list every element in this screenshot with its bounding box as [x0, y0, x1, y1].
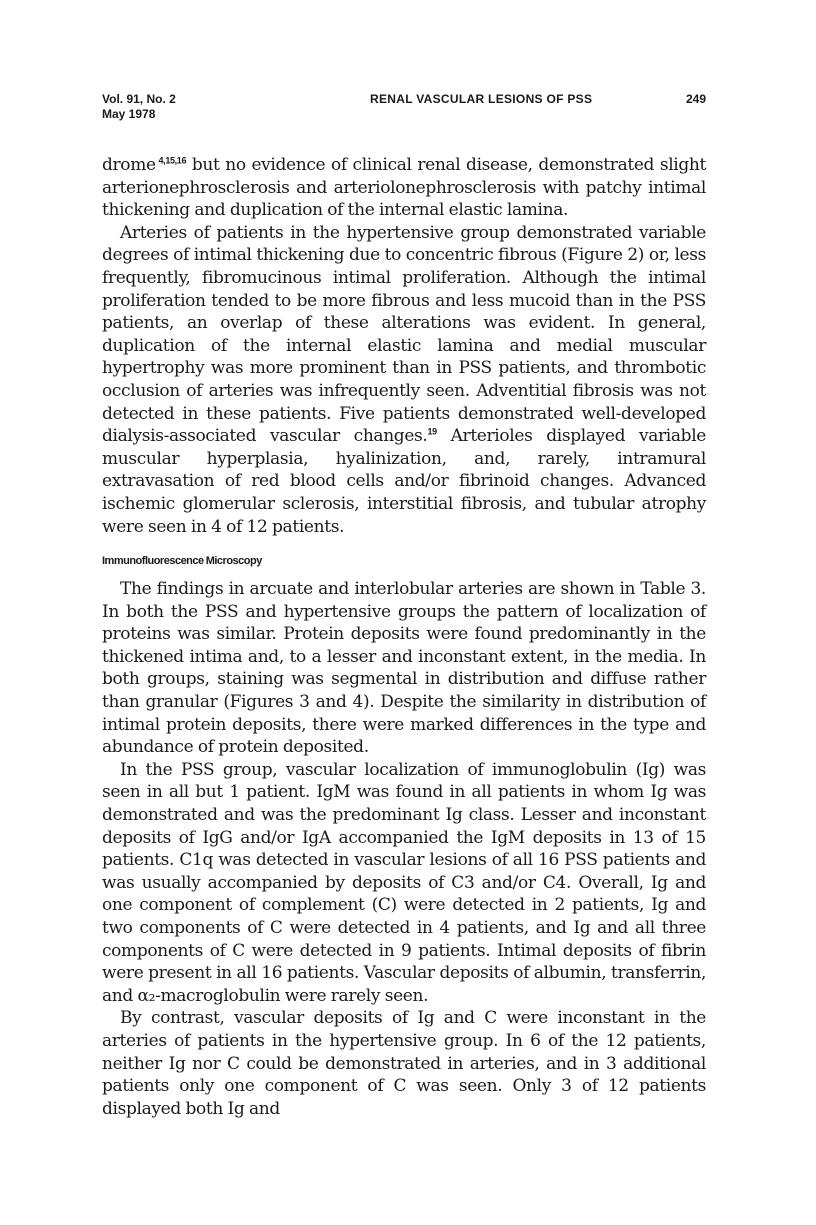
section-heading: Immunofluorescence Microscopy — [102, 555, 262, 568]
issue-date: May 1978 — [102, 107, 156, 121]
paragraph-findings: The findings in arcuate and interlobular arteries are shown in Table 3. In both the PSS and hypertensive groups the pattern of localization of proteins was similar. Protein deposits were found predominantly in the thickened intima and, to a lesser and inconstant extent, in the media. In both groups, staining was segmental in distribution and diffuse rather than granular (Figures 3 and 4). Despite the similarity in distribution of intimal protein deposits, there were marked differences in the type and abundance of protein deposited. — [102, 579, 706, 758]
paragraph-continuation: drome $^{4,15,16}$ but no evidence of clinical renal disease, demonstrated slight arterionephrosclerosis and arteriolonephrosclerosis with patchy intimal thickening and duplication of the internal elastic lamina. — [102, 155, 706, 221]
citation-superscript: 4,15,16 — [155, 155, 187, 166]
running-title: RENAL VASCULAR LESIONS OF PSS — [370, 92, 593, 106]
paragraph-pss-group: In the PSS group, vascular localization of immunoglobulin (Ig) was seen in all but 1 patient. IgM was found in all patients in whom Ig was demonstrated and was the predominant Ig class. Lesser and inconstant deposits of IgG and/or IgA accompanied the IgM deposits in 13 of 15 patients. C1q was detected in vascular lesions of all 16 PSS patients and was usually accompanied by deposits of C3 and/or C4. Overall, Ig and one component of complement (C) were detected in 2 patients, Ig and two components of C were detected in 4 patients, and Ig and all three components of C were detected in 9 patients. Intimal deposits of fibrin were present in all 16 patients. Vascular deposits of albumin, transferrin, and α₂-macroglobulin were rarely seen. — [102, 759, 706, 1006]
article-body — [102, 154, 706, 1120]
volume-issue — [102, 92, 176, 122]
page-number: 249 — [685, 92, 706, 106]
paragraph-hypertensive-arteries: Arteries of patients in the hypertensive group demonstrated variable degrees of intimal thickening due to concentric fibrous (Figure 2) or, less frequently, fibromucinous intimal proliferation. Although the intimal proliferation tended to be more fibrous and less mucoid than in the PSS patients, an overlap of these alterations was evident. In general, duplication of the internal elastic lamina and medial muscular hypertrophy was more prominent than in PSS patients, and thrombotic occlusion of arteries was infrequently seen. Adventitial fibrosis was not detected in these patients. Five patients demonstrated well-developed dialysis-associated vascular changes.$^{19}$ Arterioles displayed variable muscular hyperplasia, hyalinization, and, rarely, intramural extravasation of red blood cells and/or fibrinoid changes. Advanced ischemic glomerular sclerosis, interstitial fibrosis, and tubular atrophy were seen in 4 of 12 patients. — [102, 222, 707, 537]
journal-page — [102, 92, 706, 1120]
paragraph-hypertensive-group: By contrast, vascular deposits of Ig and C were inconstant in the arteries of patients in the hypertensive group. In 6 of the 12 patients, neither Ig nor C could be demonstrated in arteries, and in 3 additional patients only one component of C was seen. Only 3 of 12 patients displayed both Ig and — [102, 1008, 706, 1119]
volume-number: Vol. 91, No. 2 — [102, 92, 176, 106]
page-header — [102, 92, 706, 128]
citation-superscript: 19 — [427, 426, 437, 437]
